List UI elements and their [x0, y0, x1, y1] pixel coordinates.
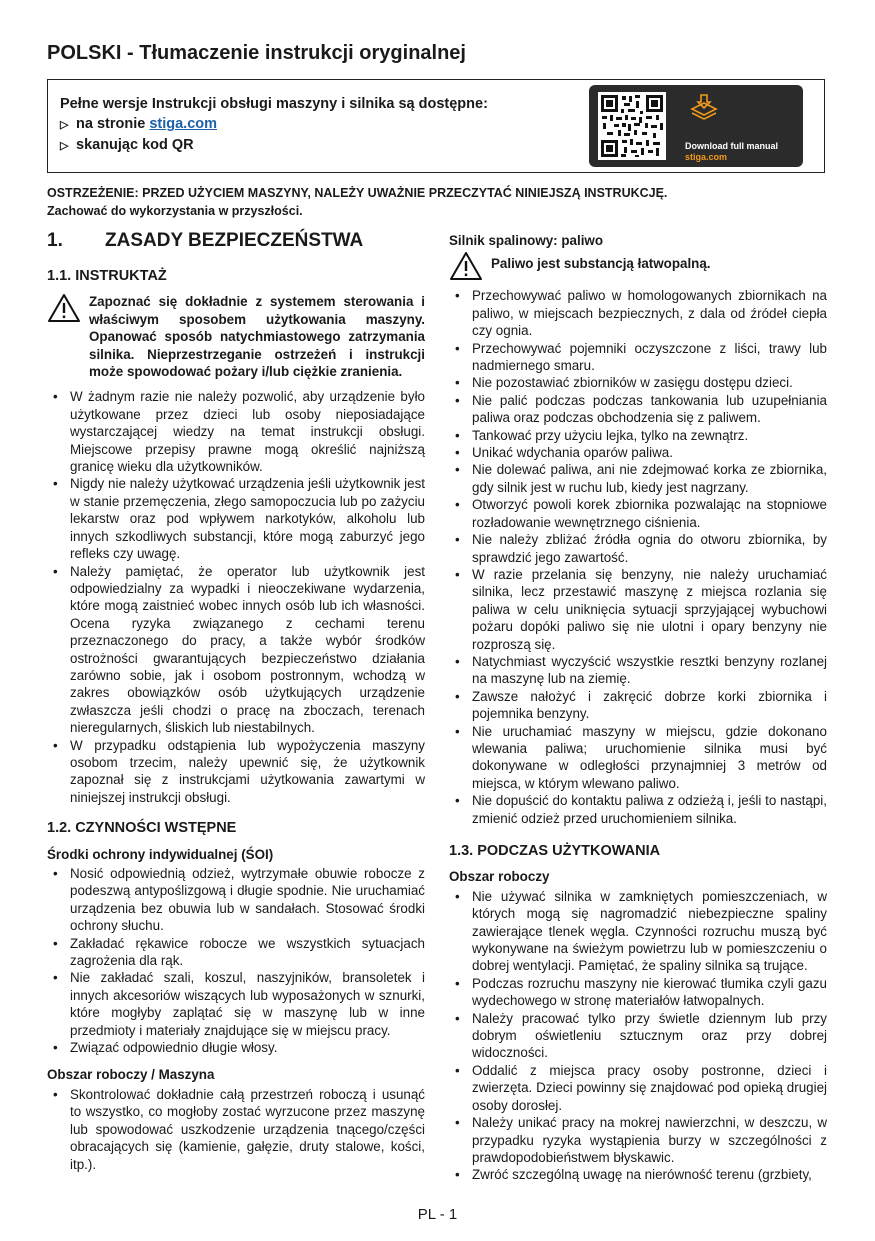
list-item: • Związać odpowiednio długie włosy. [47, 1039, 425, 1056]
warning-notice [47, 184, 827, 220]
triangle-marker-icon: ▷ [60, 140, 69, 152]
list-item: • Nosić odpowiednią odzież, wytrzymałe obuwie robocze z podeszwą antypoślizgową i długie spodnie. Nie uruchamiać urządzenia bez obuwia lub w sandałach. Stosować środki ochrony słuchu. [47, 865, 425, 935]
list-item: • Nie należy zbliżać źródła ognia do otworu zbiornika, by sprawdzić jego zawartość. [449, 531, 827, 566]
ppe-list [47, 865, 425, 1056]
download-manual-url: stiga.com [685, 152, 728, 162]
list-item: • Skontrolować dokładnie całą przestrzeń roboczą i usunąć to wszystko, co mogłoby zostać wyrzucone przez maszynę lub spowodować uszkodzenie urządzenia tnącego/części obracających się (kamienie, gałęzie, druty stalowe, kości, itp.). [47, 1086, 425, 1173]
info-line-2-prefix: na stronie [76, 116, 150, 132]
list-item: • Nie dopuścić do kontaktu paliwa z odzieżą i, jeśli to nastąpi, zmienić odzież przed uruchomieniem silnika. [449, 792, 827, 827]
training-list [47, 388, 425, 806]
warning-triangle-icon [47, 293, 81, 323]
list-item: • Oddalić z miejsca pracy osoby postronne, dzieci i zwierzęta. Dzieci powinny się znajdować pod opieką drugiej osoby dorosłej. [449, 1062, 827, 1114]
list-item: • Nie używać silnika w zamkniętych pomieszczeniach, w których mogą się nagromadzić niebezpieczne spaliny zawierające tlenek węgla. Czynności rozruchu muszą być wykonywane na świeżym powietrzu lub w pomieszczeniu o dobrej wentylacji. Pamiętać, że spaliny silnika są trujące. [449, 888, 827, 975]
list-item: • Przechowywać paliwo w homologowanych zbiornikach na paliwo, w miejscach bezpiecznych, z dala od źródeł ciepła czy ognia. [449, 287, 827, 339]
ppe-heading: Środki ochrony indywidualnej (ŚOI) [47, 846, 274, 862]
section-1-heading [47, 232, 425, 258]
list-item: • Nie palić podczas podczas tankowania lub uzupełniania paliwa oraz podczas obchodzenia się z paliwem. [449, 392, 827, 427]
download-manual-text [685, 141, 778, 163]
list-item: • Należy unikać pracy na mokrej nawierzchni, w deszczu, w przypadku ryzyka wystąpienia burzy w szczególności z prawdopodobieństwem błyskawic. [449, 1114, 827, 1166]
list-item: • Nie dolewać paliwa, ani nie zdejmować korka ze zbiornika, gdy silnik jest w ruchu lub, kiedy jest nagrzany. [449, 461, 827, 496]
stiga-link[interactable]: stiga.com [149, 116, 218, 132]
download-manual-card[interactable] [589, 85, 803, 167]
work-area-list [449, 888, 827, 1184]
list-item: • Zawsze nałożyć i zakręcić dobrze korki zbiornika i pojemnika benzyny. [449, 688, 827, 723]
section-1-number: 1. [47, 230, 63, 251]
training-caution [47, 293, 425, 380]
section-1-2-heading: 1.2. CZYNNOŚCI WSTĘPNE [47, 820, 237, 837]
warning-line-1: OSTRZEŻENIE: PRZED UŻYCIEM MASZYNY, NALEŻY UWAŻNIE PRZECZYTAĆ NINIEJSZĄ INSTRUKCJĘ. [47, 186, 668, 200]
list-item: • Unikać wdychania oparów paliwa. [449, 444, 827, 461]
list-item: • Natychmiast wyczyścić wszystkie resztki benzyny rozlanej na maszynę lub na ziemię. [449, 653, 827, 688]
qr-code-icon[interactable] [598, 92, 666, 160]
section-1-3-heading: 1.3. PODCZAS UŻYTKOWANIA [449, 843, 661, 859]
right-column [449, 232, 827, 1188]
list-item: • Nie uruchamiać maszyny w miejscu, gdzie dokonano wlewania paliwa; uruchomienie silnika musi być dokonywane w odległości przynajmniej 3 metrów od miejsca, w którym wlewano paliwo. [449, 723, 827, 793]
fuel-caution [449, 251, 827, 281]
section-1-title: ZASADY BEZPIECZEŃSTWA [105, 230, 364, 251]
page-title: POLSKI - Tłumaczenie instrukcji oryginalnej [47, 42, 466, 64]
list-item: • W razie przelania się benzyny, nie należy uruchamiać silnika, lecz przestawić maszynę z miejsca rozlania się paliwa w celu uniknięcia sytuacji sprzyjającej wybuchowi pożaru dopóki paliwo się nie ulotni i opary benzyny nie rozproszą się. [449, 566, 827, 653]
left-column [47, 232, 425, 1177]
list-item: • W żadnym razie nie należy pozwolić, aby urządzenie było użytkowane przez dzieci lub osoby nieposiadające wystarczającej wiedzy na temat instrukcji obsługi. Miejscowe przepisy prawne mogą określić najniższą granicę wieku dla użytkowników. [47, 388, 425, 475]
list-item: • W przypadku odstąpienia lub wypożyczenia maszyny osobom trzecim, należy upewnić się, że użytkownik zapoznał się z instrukcjami użytkowania zawartymi w niniejszej instrukcji obsługi. [47, 737, 425, 807]
list-item: • Tankować przy użyciu lejka, tylko na zewnątrz. [449, 427, 827, 444]
download-manual-icon [689, 93, 719, 123]
work-area-machine-heading: Obszar roboczy / Maszyna [47, 1067, 215, 1083]
work-area-machine-list [47, 1086, 425, 1173]
fuel-caution-text: Paliwo jest substancją łatwopalną. [491, 256, 711, 272]
info-line-2 [60, 114, 488, 135]
work-area-heading: Obszar roboczy [449, 869, 550, 885]
list-item: • Należy pamiętać, że operator lub użytkownik jest odpowiedzialny za wypadki i nieoczekiwane wydarzenia, które mogą zaistnieć wobec innych osób lub ich własności. Ocena ryzyka związanego z cechami terenu przeznaczonego do pracy, a także wybór środków ostrożności gwarantujących bezpieczeństwo działania zarówno sobie, jak i osobom postronnym, wchodzą w zakres obowiązków osób użytkujących urządzenie zwłaszcza jeśli chodzi o pracę na zboczach, terenach nieregularnych, śliskich lub niestabilnych. [47, 563, 425, 737]
list-item: • Nie pozostawiać zbiorników w zasięgu dostępu dzieci. [449, 374, 827, 391]
manual-availability-box [47, 79, 825, 173]
list-item: • Zwróć szczególną uwagę na nierówność terenu (grzbiety, [449, 1166, 827, 1183]
training-caution-text: Zapoznać się dokładnie z systemem sterowania i właściwym sposobem użytkowania maszyny. Opanować sposób natychmiastowego zatrzymania silnika. Nieprzestrzeganie ostrzeżeń i instrukcji może spowodować pożary i/lub ciężkie zranienia. [89, 294, 425, 380]
list-item: • Zakładać rękawice robocze we wszystkich sytuacjach zagrożenia dla rąk. [47, 935, 425, 970]
info-line-3-text: skanując kod QR [76, 137, 194, 153]
download-manual-label: Download full manual [685, 141, 779, 151]
triangle-marker-icon: ▷ [60, 119, 69, 131]
list-item: • Nigdy nie należy użytkować urządzenia jeśli użytkownik jest w stanie przemęczenia, złego samopoczucia lub po zażyciu lekarstw oraz pod wpływem narkotyków, alkoholu lub innych szkodliwych substancji, które mogą zaburzyć jego refleks czy uwagę. [47, 475, 425, 562]
fuel-heading: Silnik spalinowy: paliwo [449, 233, 604, 248]
info-line-3 [60, 135, 488, 156]
page-number: PL - 1 [417, 1206, 458, 1223]
fuel-list [449, 287, 827, 827]
list-item: • Podczas rozruchu maszyny nie kierować tłumika czyli gazu wydechowego w stronę materiałów łatwopalnych. [449, 975, 827, 1010]
manual-availability-text [60, 94, 488, 156]
info-line-1: Pełne wersje Instrukcji obsługi maszyny i silnika są dostępne: [60, 96, 488, 112]
section-1-1-heading: 1.1. INSTRUKTAŻ [47, 268, 167, 284]
list-item: • Przechowywać pojemniki oczyszczone z liści, trawy lub nadmiernego smaru. [449, 340, 827, 375]
list-item: • Należy pracować tylko przy świetle dziennym lub przy dobrym oświetleniu sztucznym oraz przy dobrej widoczności. [449, 1010, 827, 1062]
warning-triangle-icon [449, 251, 483, 281]
warning-line-2: Zachować do wykorzystania w przyszłości. [47, 204, 303, 218]
list-item: • Nie zakładać szali, koszul, naszyjników, bransoletek i innych akcesoriów wiszących lub wyposażonych w sznurki, które mogłyby zaplątać się w maszynę lub w inne przedmioty i materiały znajdujące się w miejscu pracy. [47, 969, 425, 1039]
list-item: • Otworzyć powoli korek zbiornika pozwalając na stopniowe rozładowanie wewnętrznego ciśnienia. [449, 496, 827, 531]
